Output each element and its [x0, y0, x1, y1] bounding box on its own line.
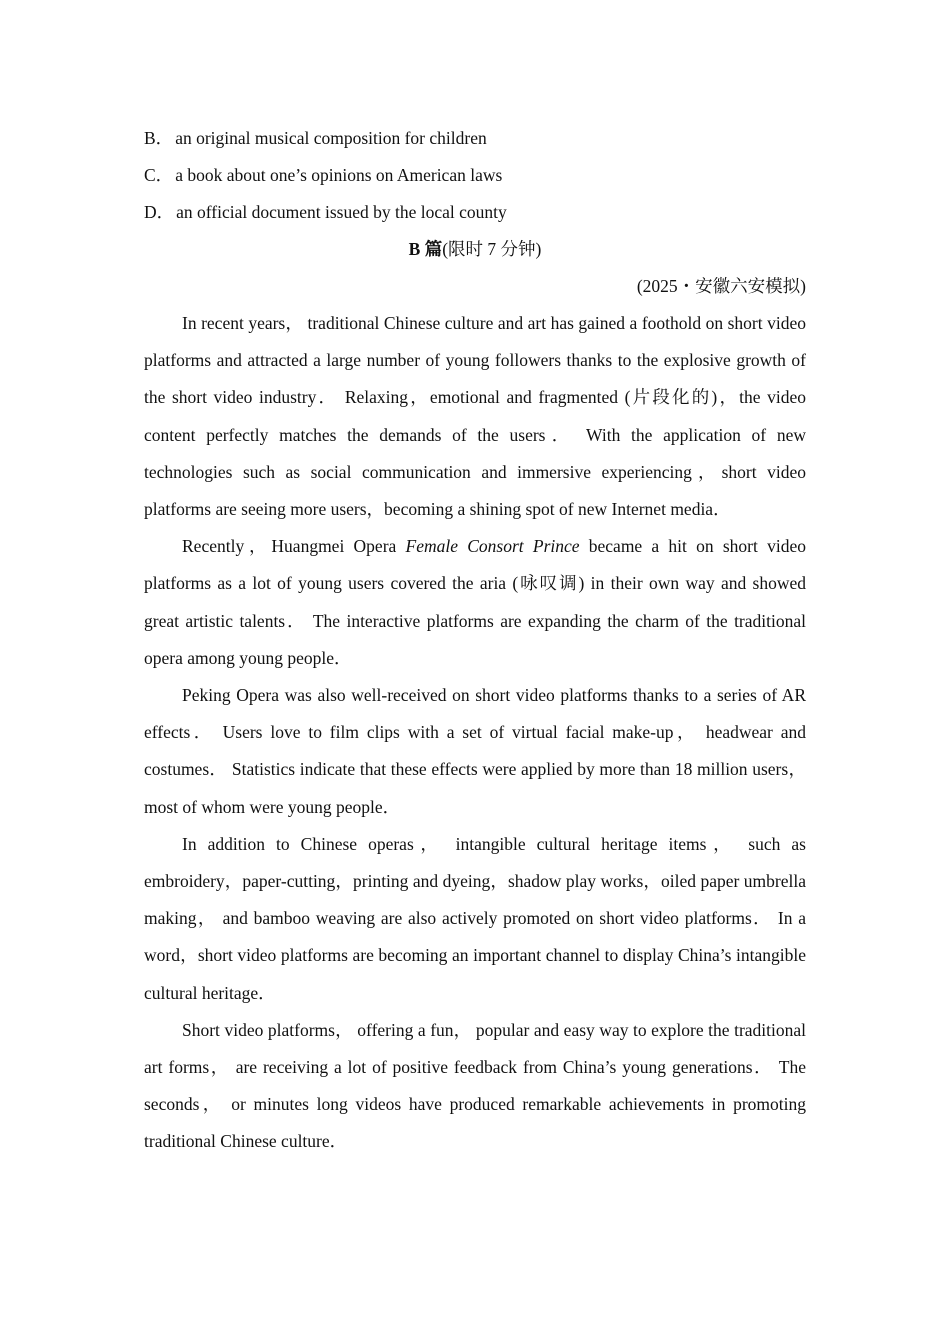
option-b	[144, 120, 806, 157]
option-c	[144, 157, 806, 194]
option-letter: C．	[144, 165, 174, 185]
option-letter: B．	[144, 128, 174, 148]
opera-title: Female Consort Prince	[405, 536, 580, 557]
paragraph-1: In recent years， traditional Chinese culture and art has gained a foothold on short video platforms and attracted a large number of young followers thanks to the explosive growth of the short video industry． Relaxing，emotional and fragmented (片段化的)，the video content perfectly matches the demands of the users． With the application of new technologies such as social communication and immersive experiencing，short video platforms are seeing more users，becoming a shining spot of new Internet media．	[144, 313, 806, 520]
paragraph-2-rest: became a hit on short video platforms as a lot of young users covered the aria (咏叹调) in their own way and showed great artistic talents． The interactive platforms are expanding the charm of the traditional opera among young people．	[144, 536, 806, 668]
option-text: an original musical composition for children	[175, 128, 487, 148]
option-letter: D．	[144, 202, 175, 222]
paragraph-5: Short video platforms， offering a fun， popular and easy way to explore the traditional art forms， are receiving a lot of positive feedback from China’s young generations． The seconds， or minutes long videos have produced remarkable achievements in promoting traditional Chinese culture．	[144, 1019, 806, 1152]
section-title	[144, 231, 806, 268]
paragraph-4: In addition to Chinese operas， intangible cultural heritage items， such as embroidery，paper-cutting，printing and dyeing，shadow play works，oiled paper umbrella making， and bamboo weaving are also actively promoted on short video platforms． In a word，short video platforms are becoming an important channel to display China’s intangible cultural heritage．	[144, 833, 806, 1003]
paragraph-2	[144, 528, 806, 677]
option-d	[144, 194, 806, 231]
paragraph-3: Peking Opera was also well-received on short video platforms thanks to a series of AR effects． Users love to film clips with a set of virtual facial make-up， headwear and costumes． Statistics indicate that these effects were applied by more than 18 million users，most of whom were young people．	[144, 685, 806, 817]
option-text: an official document issued by the local county	[176, 202, 507, 222]
section-source: (2025・安徽六安模拟)	[636, 276, 806, 296]
section-title-time: (限时 7 分钟)	[442, 239, 542, 259]
option-text: a book about one’s opinions on American laws	[175, 165, 503, 185]
section-title-bold: B 篇	[408, 239, 443, 259]
paragraph-2-lead: Recently，Huangmei Opera	[182, 536, 406, 557]
document-content	[144, 120, 806, 1161]
